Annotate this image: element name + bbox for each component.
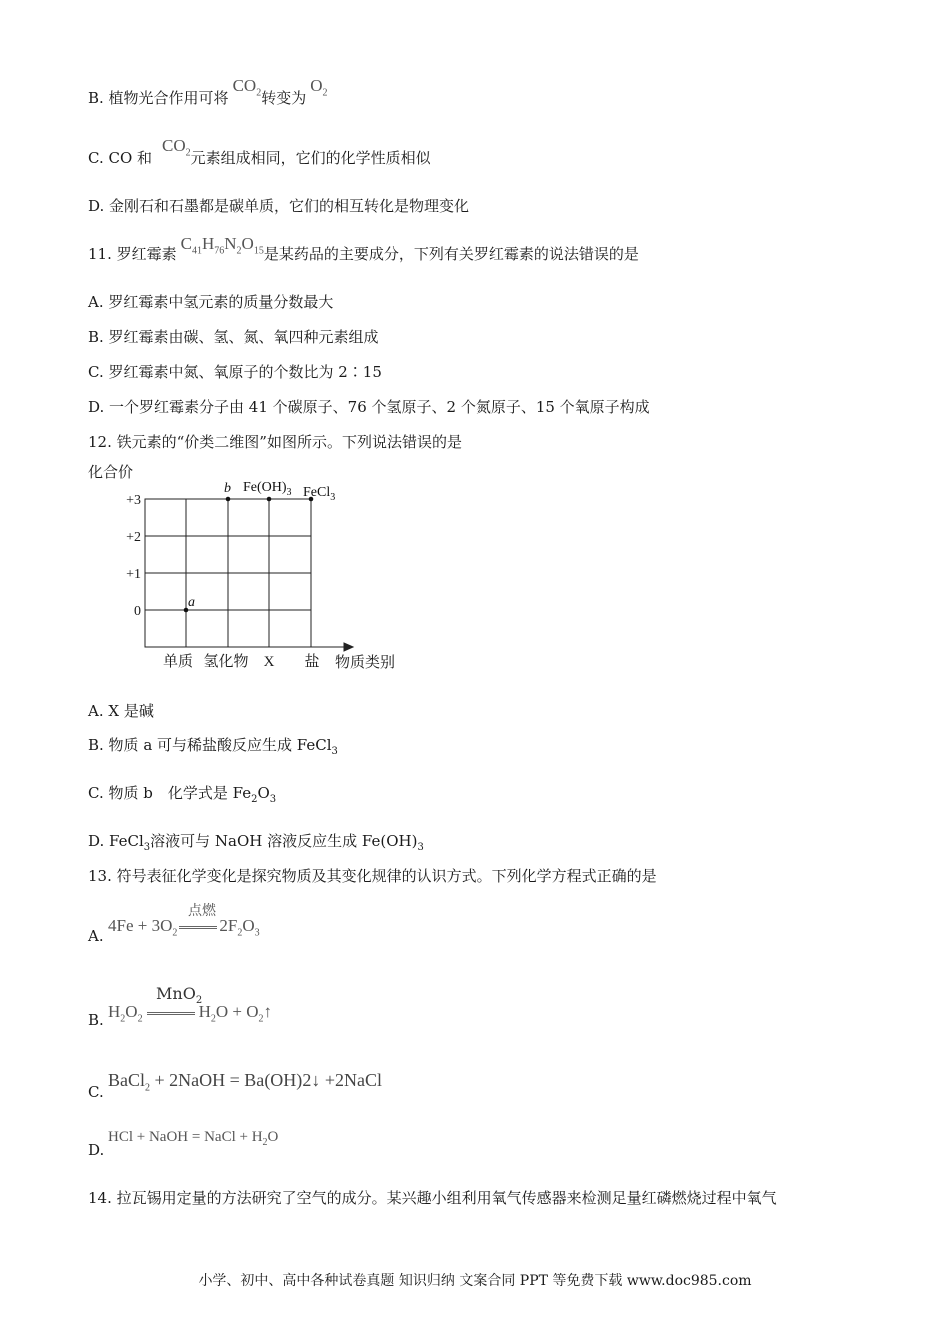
y-tick: +2 — [126, 530, 141, 545]
option-10-b — [88, 76, 328, 115]
y-tick: 0 — [134, 604, 141, 619]
x-tick: X — [263, 654, 275, 670]
option-12-b: B. 物质 a 可与稀盐酸反应生成 FeCl$_3$ — [88, 736, 338, 757]
option-13-b-label: B. — [88, 1011, 104, 1029]
option-13-d-label: D. — [88, 1141, 105, 1159]
x-tick: 盐 — [304, 652, 320, 670]
option-text: B. 植物光合作用可将 — [88, 89, 229, 107]
formula: $O_2$ — [310, 76, 328, 99]
reaction-condition: MnO$_2$ — [156, 984, 203, 1007]
option-12-a: A. X 是碱 — [88, 702, 154, 720]
y-axis-title: 化合价 — [88, 463, 134, 481]
point-b — [226, 497, 231, 502]
option-text: 元素组成相同，它们的化学性质相似 — [190, 149, 431, 167]
point-label-a: a — [188, 595, 195, 610]
option-text: 转变为 — [261, 89, 307, 107]
option-11-b: B. 罗红霉素由碳、氢、氮、氧四种元素组成 — [88, 328, 379, 346]
option-13-d-equation: HCl + NaOH = NaCl + $H_2O$ — [108, 1129, 279, 1148]
formula-c41h76n2o15: $C_{41}H_{76}N_2O_{15}$ — [180, 234, 264, 257]
formula: $CO_2$ — [162, 136, 191, 159]
axes — [311, 643, 353, 651]
x-tick: 单质 — [162, 652, 194, 670]
stem-text: 是某药品的主要成分，下列有关罗红霉素的说法错误的是 — [263, 245, 639, 263]
x-axis-title: 物质类别 — [334, 653, 396, 671]
point-fe-oh-3 — [267, 497, 272, 502]
option-12-c: C. 物质 b 化学式是 $Fe_2O_3$ — [88, 784, 277, 805]
option-13-a-equation: $4Fe + 3O_2$ $2F_2O_3$ — [108, 916, 260, 939]
option-11-d: D. 一个罗红霉素分子由 41 个碳原子、76 个氢原子、2 个氮原子、15 个氧原子构成 — [88, 398, 650, 416]
formula: $CO_2$ — [232, 76, 262, 99]
point-label-b: b — [224, 481, 231, 496]
option-text: C. CO 和 — [88, 149, 153, 167]
grid — [145, 499, 311, 647]
option-12-d: D. FeCl$_3$溶液可与 NaOH 溶液反应生成 $Fe(OH)_3$ — [88, 832, 424, 853]
question-11-stem — [88, 234, 639, 271]
x-tick: 氢化物 — [203, 652, 249, 670]
point-label-fecl3: FeCl$_3$ — [303, 485, 336, 503]
option-11-c: C. 罗红霉素中氮、氧原子的个数比为 2∶15 — [88, 363, 382, 381]
point-label-fe-oh-3: $Fe(OH)_3$ — [243, 480, 292, 498]
page-footer: 小学、初中、高中各种试卷真题 知识归纳 文案合同 PPT 等免费下载 www.doc985.com — [198, 1273, 752, 1289]
question-12-stem: 12. 铁元素的“价类二维图”如图所示。下列说法错误的是 — [88, 433, 462, 451]
y-tick: +1 — [126, 567, 141, 582]
option-13-b-equation: $H_2O_2$ $H_2O$ + $O_2↑$ — [108, 1002, 272, 1025]
option-13-a-label: A. — [88, 927, 104, 945]
option-10-d: D. 金刚石和石墨都是碳单质，它们的相互转化是物理变化 — [88, 197, 470, 215]
x-axis-arrow-icon — [344, 643, 353, 651]
option-10-c — [88, 136, 431, 175]
stem-text: 11. 罗红霉素 — [88, 245, 177, 263]
option-13-c-equation: BaCl$_2$ + 2NaOH = Ba(OH)2↓ +2NaCl — [108, 1070, 382, 1094]
option-11-a: A. 罗红霉素中氢元素的质量分数最大 — [88, 293, 334, 311]
y-tick: +3 — [126, 493, 141, 508]
question-13-stem: 13. 符号表征化学变化是探究物质及其变化规律的认识方式。下列化学方程式正确的是 — [88, 867, 657, 885]
reaction-condition: 点燃 — [188, 903, 216, 919]
option-13-c-label: C. — [88, 1083, 104, 1101]
valence-category-chart — [85, 460, 415, 675]
question-14-stem: 14. 拉瓦锡用定量的方法研究了空气的成分。某兴趣小组利用氧气传感器来检测足量红磷燃烧过程中氧气 — [88, 1189, 777, 1207]
